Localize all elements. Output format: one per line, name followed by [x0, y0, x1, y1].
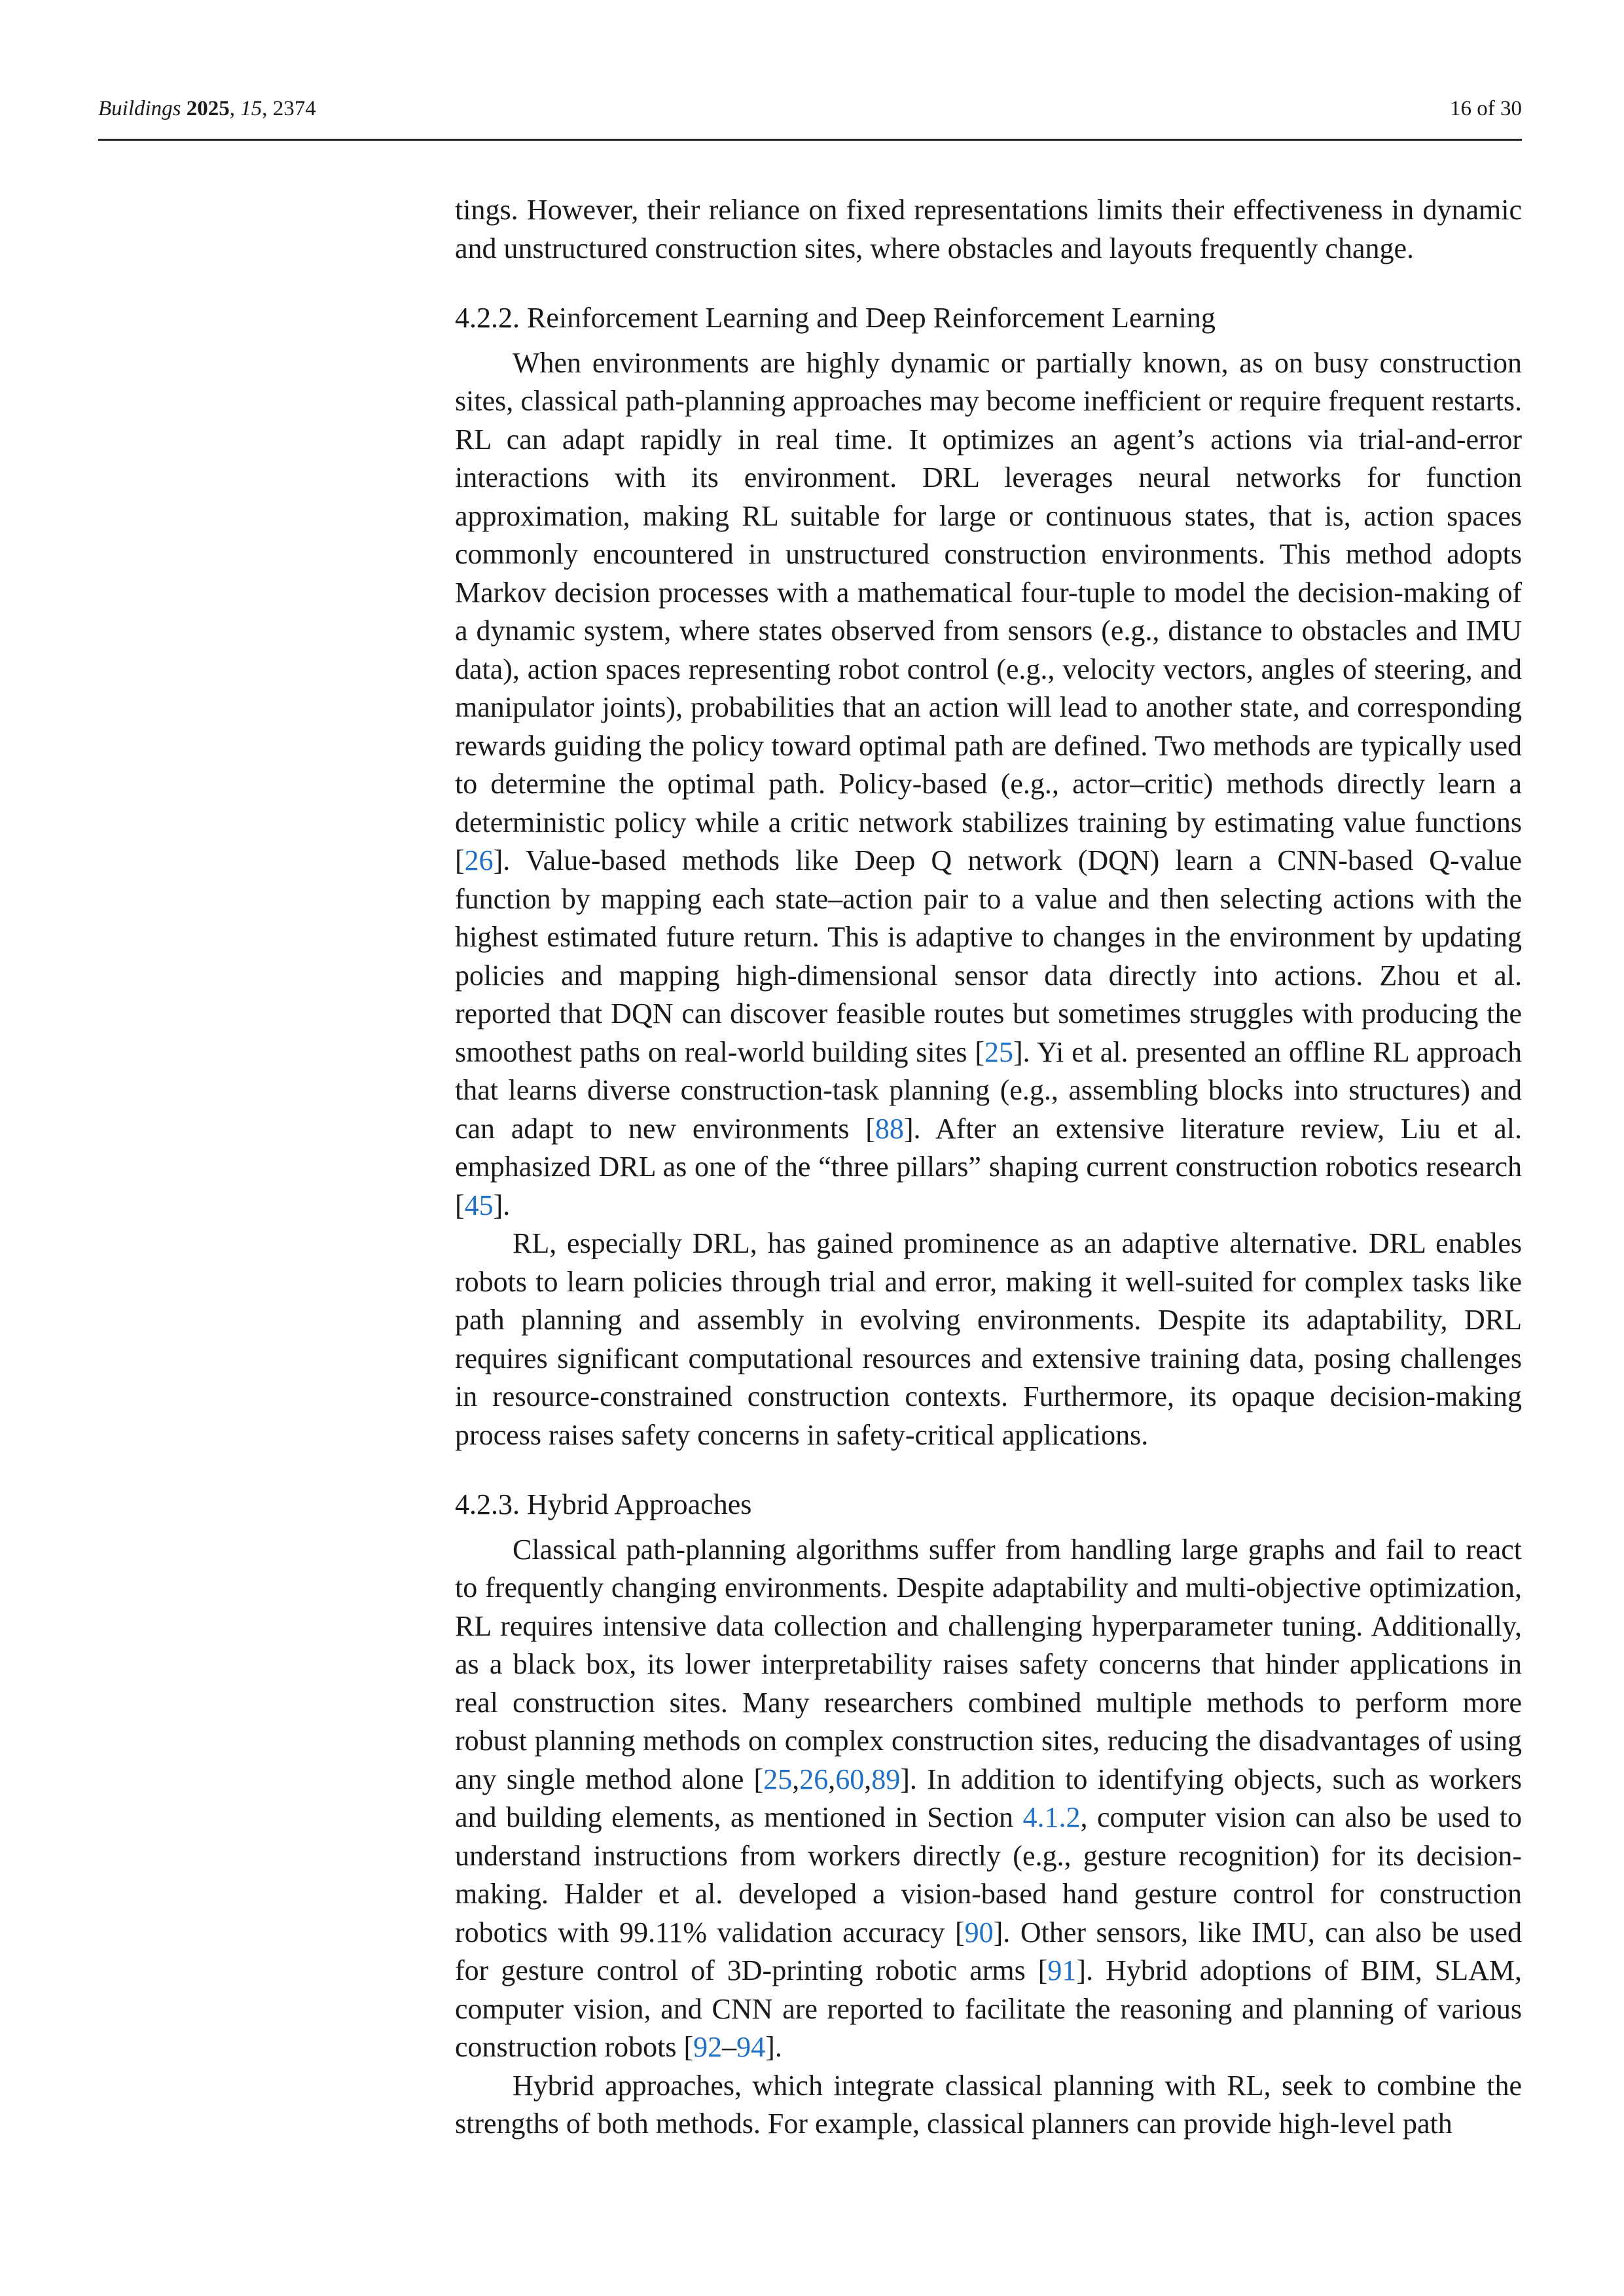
section-heading-4-2-2: 4.2.2. Reinforcement Learning and Deep Reinforcement Learning: [455, 302, 1216, 334]
paragraph-drl-prominence: RL, especially DRL, has gained prominence as an adaptive alternative. DRL enables robots to learn policies through trial and error, making it well-suited for complex tasks like path planning and assembly in evolving environments. Despite its adaptability, DRL requires significant computational resources and extensive training data, posing challenges in resource-constrained construction contexts. Furthermore, its opaque decision-making process raises safety concerns in safety-critical applications.: [455, 1227, 1522, 1451]
journal-year: 2025: [186, 97, 230, 120]
journal-citation: Buildings 2025, 15, 2374: [98, 97, 316, 120]
section-heading-4-2-3: 4.2.3. Hybrid Approaches: [455, 1488, 752, 1520]
journal-article-number: 2374: [272, 97, 316, 120]
citation-link[interactable]: 60: [835, 1763, 865, 1795]
paragraph-hybrid: Classical path-planning algorithms suffer from handling large graphs and fail to react to frequently changing environments. Despite adaptability and multi-objective optimization, RL requires intensive data collection and challenging hyperparameter tuning. Additionally, as a black box, its lower interpretability raises safety concerns that hinder applications in real construction sites. Many researchers combined multiple methods to perform more robust planning methods on complex construction sites, reducing the disadvantages of using any single method alone [25,26,60,89]. In addition to identifying objects, such as workers and building elements, as mentioned in Section 4.1.2, computer vision can also be used to understand instructions from workers directly (e.g., gesture recognition) for its decision-making. Halder et al. developed a vision-based hand gesture control for construction robotics with 99.11% validation accuracy [90]. Other sensors, like IMU, can also be used for gesture control of 3D-printing robotic arms [91]. Hybrid adoptions of BIM, SLAM, computer vision, and CNN are reported to facilitate the reasoning and planning of various construction robots [92–94].: [455, 1533, 1523, 2063]
section-link[interactable]: 4.1.2: [1022, 1801, 1081, 1833]
journal-name: Buildings: [98, 97, 181, 120]
header-rule: [98, 139, 1522, 141]
citation-link[interactable]: 26: [464, 844, 494, 876]
journal-volume: 15: [240, 97, 262, 120]
paragraph-hybrid-approaches: Hybrid approaches, which integrate classical planning with RL, seek to combine the strengths of both methods. For example, classical planners can provide high-level path: [455, 2069, 1522, 2140]
citation-link[interactable]: 45: [464, 1189, 494, 1221]
citation-link[interactable]: 91: [1047, 1954, 1077, 1986]
citation-link[interactable]: 26: [799, 1763, 829, 1795]
citation-link[interactable]: 89: [871, 1763, 901, 1795]
citation-link[interactable]: 90: [964, 1916, 994, 1948]
citation-link[interactable]: 94: [736, 2031, 766, 2063]
citation-link[interactable]: 92: [693, 2031, 723, 2063]
paragraph-rl-drl: When environments are highly dynamic or partially known, as on busy construction sites, classical path-planning approaches may become inefficient or require frequent restarts. RL can adapt rapidly in real time. It optimizes an agent’s actions via trial-and-error interactions with its environment. DRL leverages neural networks for function approximation, making RL suitable for large or continuous states, that is, action spaces commonly encountered in unstructured construction environments. This method adopts Markov decision processes with a mathematical four-tuple to model the decision-making of a dynamic system, where states observed from sensors (e.g., distance to obstacles and IMU data), action spaces representing robot control (e.g., velocity vectors, angles of steering, and manipulator joints), probabilities that an action will lead to another state, and corresponding rewards guiding the policy toward optimal path are defined. Two methods are typically used to determine the optimal path. Policy-based (e.g., actor–critic) methods directly learn a deterministic policy while a critic network stabilizes training by estimating value functions [26]. Value-based methods like Deep Q network (DQN) learn a CNN-based Q-value function by mapping each state–action pair to a value and then selecting actions with the highest estimated future return. This is adaptive to changes in the environment by updating policies and mapping high-dimensional sensor data directly into actions. Zhou et al. reported that DQN can discover feasible routes but sometimes struggles with producing the smoothest paths on real-world building sites [25]. Yi et al. presented an offline RL approach that learns diverse construction-task planning (e.g., assembling blocks into structures) and can adapt to new environments [88]. After an extensive literature review, Liu et al. emphasized DRL as one of the “three pillars” shaping current construction robotics research [45].: [455, 346, 1522, 1221]
citation-link[interactable]: 25: [763, 1763, 793, 1795]
paragraph-continuation: tings. However, their reliance on fixed representations limits their effectiveness in dynamic and unstructured construction sites, where obstacles and layouts frequently change.: [455, 194, 1522, 264]
citation-link[interactable]: 88: [875, 1112, 904, 1145]
article-body: [455, 191, 1522, 2144]
citation-link[interactable]: 25: [984, 1035, 1013, 1068]
page-number: 16 of 30: [1450, 97, 1522, 120]
page-header: [98, 92, 1522, 144]
